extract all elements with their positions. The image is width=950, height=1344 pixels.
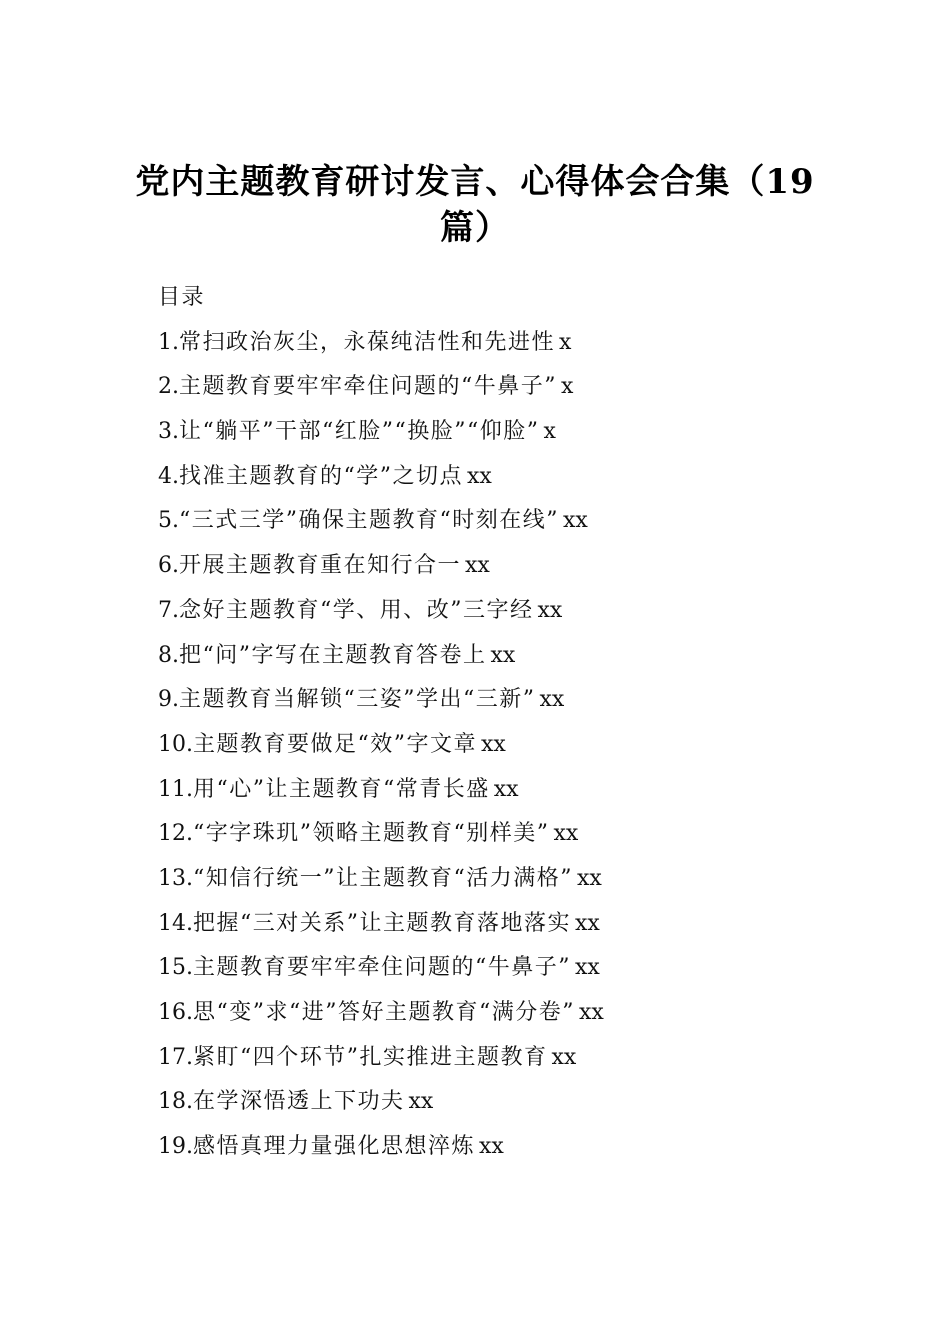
toc-item-2[interactable] [158, 365, 858, 410]
toc-item-5[interactable] [158, 499, 858, 544]
toc-item-number: 5. [158, 508, 179, 534]
toc-item-number: 11. [158, 776, 193, 802]
toc-item-page: xx [575, 910, 600, 936]
toc-item-title: 思“变”求“进”答好主题教育“满分卷” [193, 1000, 575, 1025]
toc-item-page: x [543, 419, 556, 445]
toc-item-title: 把握“三对关系”让主题教育落地落实 [193, 910, 571, 936]
toc-item-19[interactable] [158, 1125, 858, 1170]
toc-item-title: 把“问”字写在主题教育答卷上 [179, 642, 487, 668]
toc-item-page: xx [493, 776, 519, 802]
toc-item-page: xx [481, 731, 506, 757]
toc-item-page: xx [563, 508, 588, 534]
toc-item-page: x [561, 374, 574, 400]
toc-item-number: 15. [158, 955, 193, 981]
toc-item-number: 9. [158, 687, 179, 713]
toc-item-title: 主题教育要做足“效”字文章 [193, 731, 477, 757]
toc-item-number: 14. [158, 910, 193, 936]
toc-item-title: 开展主题教育重在知行合一 [179, 553, 462, 579]
toc-item-15[interactable] [158, 946, 858, 991]
toc-item-title: 主题教育要牢牢牵住问题的“牛鼻子” [193, 955, 571, 981]
toc-item-number: 2. [158, 374, 179, 400]
toc-item-page: xx [551, 1044, 577, 1070]
toc-item-title: 主题教育要牢牢牵住问题的“牛鼻子” [179, 374, 557, 400]
toc-item-title: “三式三学”确保主题教育“时刻在线” [179, 508, 559, 534]
toc-item-10[interactable] [158, 723, 858, 768]
toc-item-number: 19. [158, 1134, 193, 1160]
toc-item-8[interactable] [158, 634, 858, 679]
toc-item-number: 6. [158, 553, 179, 579]
toc-item-number: 1. [158, 329, 179, 355]
toc-item-page: xx [539, 687, 565, 713]
toc-item-title: 紧盯“四个环节”扎实推进主题教育 [193, 1044, 548, 1070]
toc-item-12[interactable] [158, 812, 858, 857]
toc-item-page: xx [467, 463, 492, 489]
toc-item-4[interactable] [158, 455, 858, 500]
toc-item-number: 16. [158, 1000, 193, 1025]
toc-item-title: 感悟真理力量强化思想淬炼 [193, 1134, 476, 1160]
toc-item-number: 13. [158, 865, 193, 891]
toc-item-page: xx [408, 1089, 434, 1115]
toc-item-13[interactable] [158, 857, 858, 902]
toc-item-title: 用“心”让主题教育“常青长盛 [193, 776, 490, 802]
table-of-contents [158, 276, 858, 1170]
toc-heading: 目录 [158, 285, 206, 310]
toc-item-3[interactable] [158, 410, 858, 455]
toc-list [158, 321, 858, 1170]
toc-item-title: 让“躺平”干部“红脸”“换脸”“仰脸” [179, 419, 540, 445]
toc-item-page: xx [537, 597, 563, 623]
toc-item-title: 常扫政治灰尘，永葆纯洁性和先进性 [179, 329, 556, 355]
toc-item-page: xx [577, 865, 602, 891]
toc-item-14[interactable] [158, 902, 858, 947]
toc-item-title: 在学深悟透上下功夫 [193, 1089, 405, 1115]
toc-item-title: 找准主题教育的“学”之切点 [179, 463, 463, 489]
toc-item-title: “知信行统一”让主题教育“活力满格” [193, 865, 573, 891]
toc-item-page: xx [575, 955, 600, 981]
document-title-line-1: 党内主题教育研讨发言、心得体会合集（19 [135, 161, 815, 202]
toc-item-title: 主题教育当解锁“三姿”学出“三新” [179, 687, 536, 713]
toc-item-number: 3. [158, 419, 179, 445]
toc-item-title: 念好主题教育“学、用、改”三字经 [179, 597, 534, 623]
toc-item-16[interactable] [158, 991, 858, 1036]
toc-item-page: xx [465, 553, 490, 579]
toc-item-9[interactable] [158, 678, 858, 723]
toc-item-page: x [559, 329, 572, 355]
toc-item-number: 8. [158, 642, 179, 668]
toc-item-17[interactable] [158, 1036, 858, 1081]
toc-item-number: 17. [158, 1044, 193, 1070]
document-title-line-2: 篇） [440, 207, 510, 248]
document-title [120, 159, 830, 251]
toc-item-page: xx [578, 1000, 604, 1025]
toc-item-number: 18. [158, 1089, 193, 1115]
toc-item-11[interactable] [158, 768, 858, 813]
toc-item-page: xx [553, 821, 579, 847]
toc-item-page: xx [490, 642, 516, 668]
toc-item-number: 4. [158, 463, 179, 489]
toc-item-1[interactable] [158, 321, 858, 366]
toc-item-number: 12. [158, 821, 193, 847]
toc-item-7[interactable] [158, 589, 858, 634]
toc-item-title: “字字珠玑”领略主题教育“别样美” [193, 821, 550, 847]
toc-item-18[interactable] [158, 1080, 858, 1125]
toc-item-page: xx [479, 1134, 504, 1160]
toc-item-6[interactable] [158, 544, 858, 589]
toc-item-number: 10. [158, 731, 193, 757]
toc-item-number: 7. [158, 597, 179, 623]
